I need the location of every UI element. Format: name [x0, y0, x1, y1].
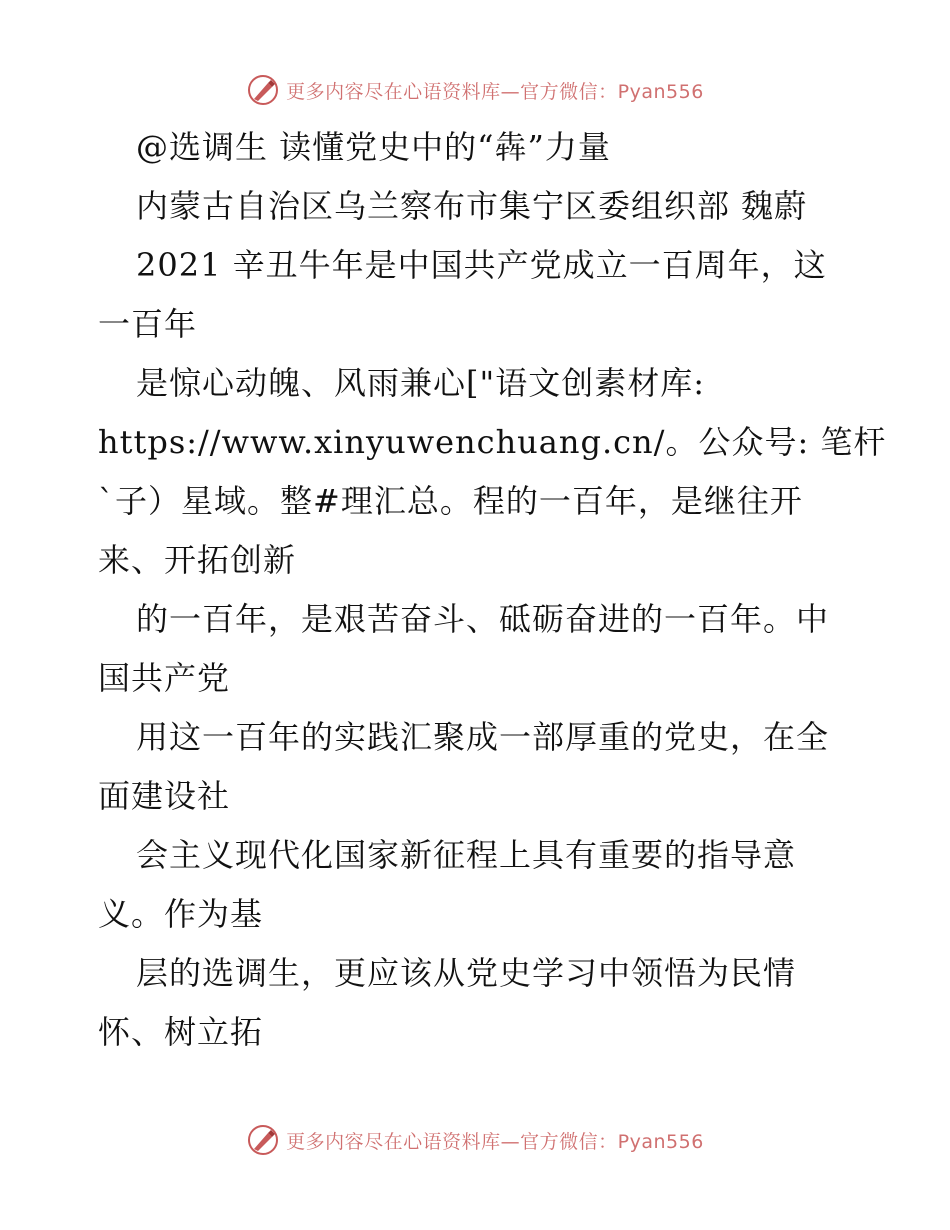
document-title: @选调生 读懂党史中的“犇”力量 — [136, 128, 611, 166]
paragraph-line: 是惊心动魄、风雨兼心["语文创素材库: — [136, 364, 705, 402]
paragraph-line: 来、开拓创新 — [98, 541, 297, 579]
document-author: 内蒙古自治区乌兰察布市集宁区委组织部 魏蔚 — [136, 187, 808, 225]
paragraph-line: 面建设社 — [98, 777, 231, 815]
paragraph-line: `子）星域。整#理汇总。程的一百年，是继往开 — [98, 482, 803, 520]
paragraph-line: 会主义现代化国家新征程上具有重要的指导意 — [136, 836, 797, 874]
paragraph-line: 的一百年，是艰苦奋斗、砥砺奋进的一百年。中 — [136, 600, 830, 638]
paragraph-line: 义。作为基 — [98, 895, 264, 933]
pen-logo-icon — [246, 1123, 280, 1157]
footer-watermark-text: 更多内容尽在心语资料库—官方微信：Pyan556 — [286, 1130, 704, 1153]
footer-watermark-banner — [0, 1120, 950, 1160]
pen-logo-icon — [246, 73, 280, 107]
paragraph-line: https://www.xinyuwenchuang.cn/。公众号: 笔杆 — [98, 423, 887, 461]
document-body — [98, 118, 887, 1062]
header-watermark-text: 更多内容尽在心语资料库—官方微信：Pyan556 — [286, 80, 704, 103]
header-watermark-banner — [0, 70, 950, 110]
paragraph-line: 怀、树立拓 — [98, 1013, 264, 1051]
paragraph-line: 层的选调生，更应该从党史学习中领悟为民情 — [136, 954, 797, 992]
paragraph-line: 用这一百年的实践汇聚成一部厚重的党史，在全 — [136, 718, 830, 756]
paragraph-line: 一百年 — [98, 305, 198, 343]
paragraph-line: 2021 辛丑牛年是中国共产党成立一百周年，这 — [136, 246, 827, 284]
paragraph-line: 国共产党 — [98, 659, 231, 697]
